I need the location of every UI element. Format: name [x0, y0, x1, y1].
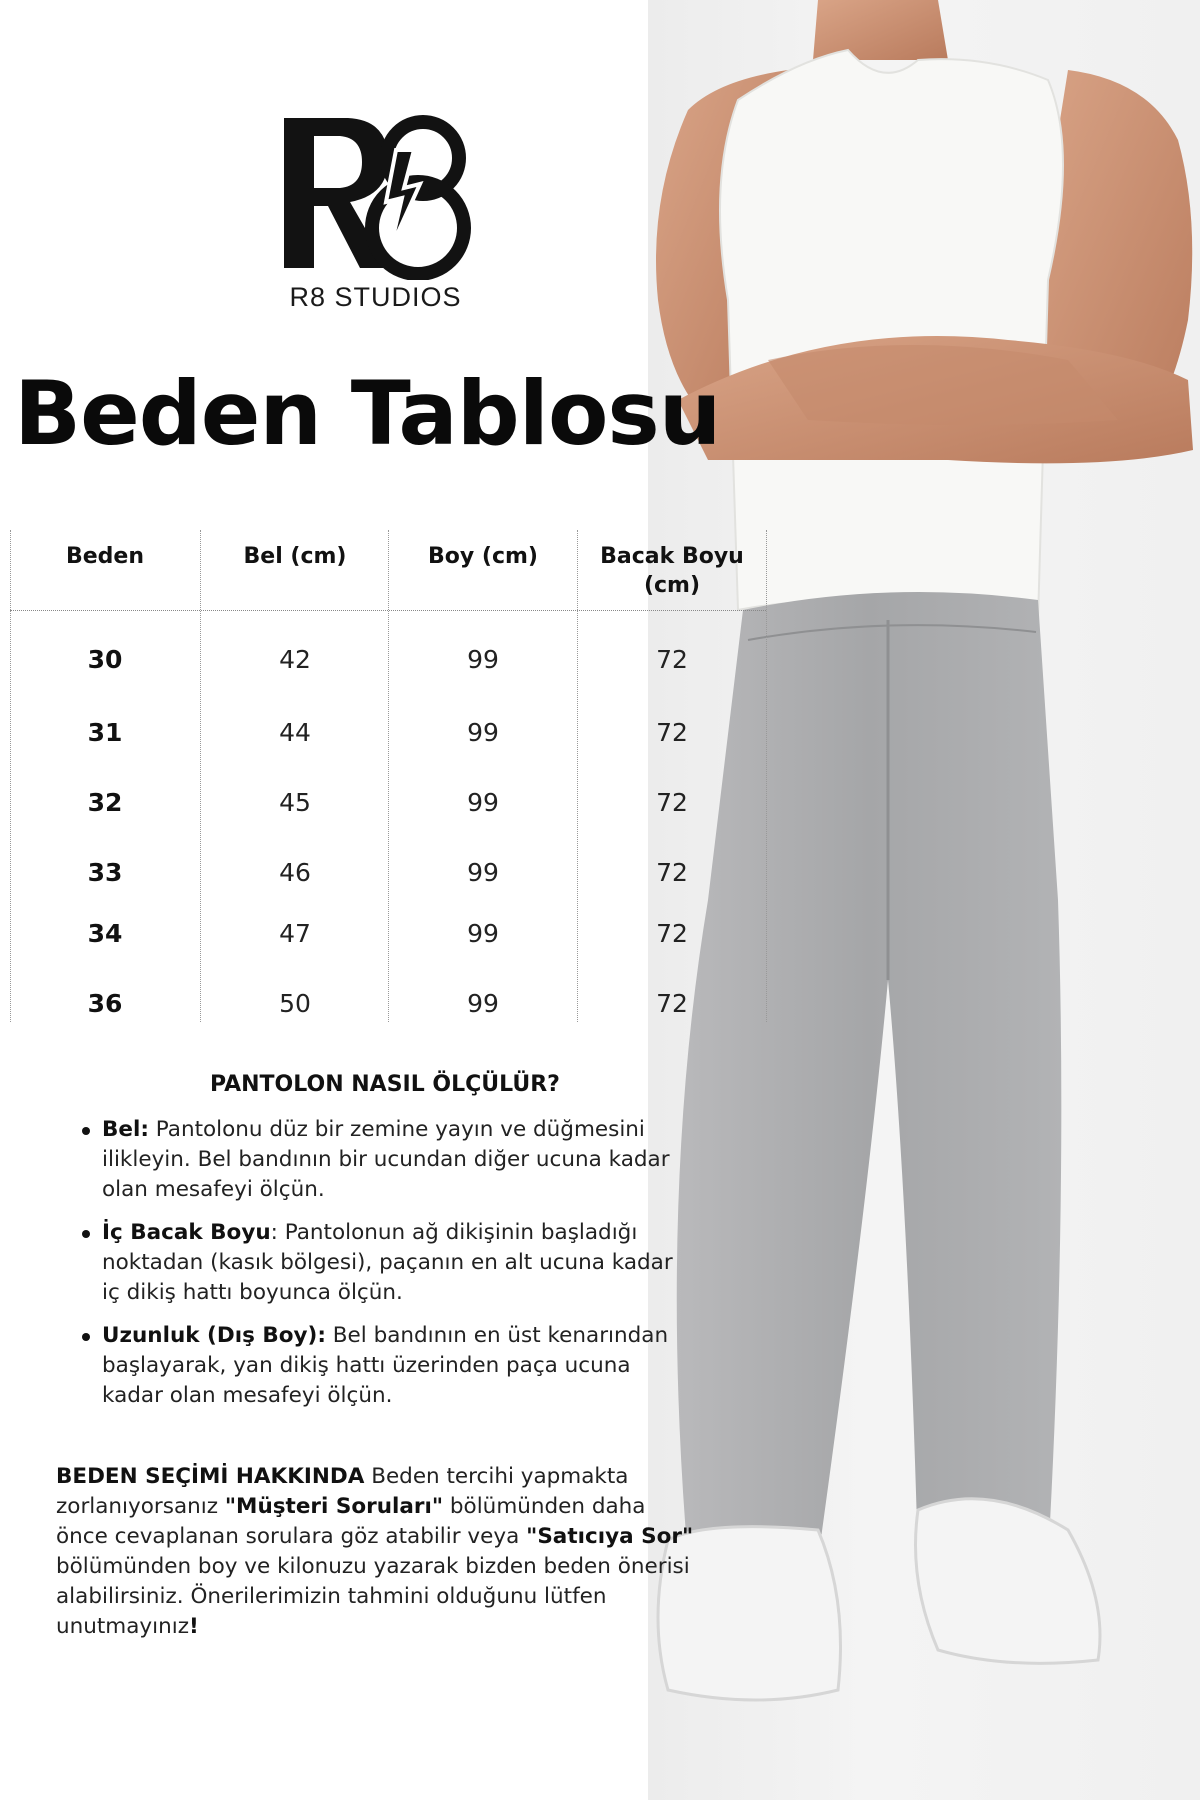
cell-length: 99 [467, 645, 499, 674]
table-divider [388, 530, 389, 1022]
header-inseam: Bacak Boyu (cm) [600, 544, 744, 598]
bullet-label: Bel: [102, 1117, 149, 1142]
cell-size: 34 [87, 919, 123, 948]
list-item [76, 1115, 696, 1205]
note-text: bölümünden daha önce cevaplanan sorulara göz atabilir veya [56, 1494, 646, 1549]
cell-waist: 50 [279, 989, 311, 1018]
cell-waist: 46 [279, 858, 311, 887]
how-to-measure-title: PANTOLON NASIL ÖLÇÜLÜR? [210, 1072, 560, 1097]
cell-length: 99 [467, 858, 499, 887]
table-divider [766, 530, 767, 1022]
how-to-measure-list [76, 1115, 696, 1424]
bullet-label: Uzunluk (Dış Boy): [102, 1323, 326, 1348]
header-waist: Bel (cm) [243, 544, 347, 569]
bullet-icon [82, 1230, 90, 1238]
table-header-divider [10, 610, 766, 611]
size-table [10, 530, 766, 1022]
page-title: Beden Tablosu [14, 362, 721, 465]
size-selection-note [56, 1462, 696, 1642]
brand-name: R8 STUDIOS [289, 282, 462, 312]
cell-waist: 42 [279, 645, 311, 674]
table-divider [200, 530, 201, 1022]
list-item [76, 1321, 696, 1411]
ask-seller-reference: "Satıcıya Sor" [526, 1524, 694, 1549]
brand-logo [278, 110, 473, 315]
cell-size: 33 [87, 858, 123, 887]
header-length: Boy (cm) [428, 544, 538, 569]
bullet-text: Pantolonu düz bir zemine yayın ve düğmesini ilikleyin. Bel bandının bir ucundan diğer ucuna kadar olan mesafeyi ölçün. [102, 1117, 670, 1202]
cell-length: 99 [467, 919, 499, 948]
cell-size: 31 [87, 718, 123, 747]
cell-size: 32 [87, 788, 123, 817]
cell-waist: 44 [279, 718, 311, 747]
cell-length: 99 [467, 989, 499, 1018]
note-heading: BEDEN SEÇİMİ HAKKINDA [56, 1464, 365, 1489]
bullet-icon [82, 1127, 90, 1135]
cell-waist: 45 [279, 788, 311, 817]
r8-logo-mark-icon [278, 110, 473, 280]
table-divider [10, 530, 11, 1022]
note-text: bölümünden boy ve kilonuzu yazarak bizden beden önerisi alabilirsiniz. Önerilerimizin tahmini olduğunu lütfen unutmayınız [56, 1554, 690, 1639]
cell-size: 30 [87, 645, 123, 674]
table-divider [577, 530, 578, 1022]
bullet-icon [82, 1333, 90, 1341]
cell-waist: 47 [279, 919, 311, 948]
cell-inseam: 72 [656, 718, 688, 747]
note-exclamation: ! [189, 1614, 199, 1639]
cell-inseam: 72 [656, 858, 688, 887]
cell-inseam: 72 [656, 645, 688, 674]
note-text: Beden tercihi yapmakta zorlanıyorsanız [56, 1464, 629, 1519]
cell-inseam: 72 [656, 788, 688, 817]
cell-length: 99 [467, 788, 499, 817]
header-size: Beden [65, 544, 145, 569]
cell-inseam: 72 [656, 919, 688, 948]
customer-questions-reference: "Müşteri Soruları" [224, 1494, 444, 1519]
bullet-label: İç Bacak Boyu [102, 1220, 271, 1245]
cell-inseam: 72 [656, 989, 688, 1018]
cell-length: 99 [467, 718, 499, 747]
cell-size: 36 [87, 989, 123, 1018]
bullet-text: Bel bandının en üst kenarından başlayarak, yan dikiş hattı üzerinden paça ucuna kadar olan mesafeyi ölçün. [102, 1323, 669, 1408]
bullet-text: : Pantolonun ağ dikişinin başladığı noktadan (kasık bölgesi), paçanın en alt ucuna kadar iç dikiş hattı boyunca ölçün. [102, 1220, 673, 1305]
list-item [76, 1218, 696, 1308]
